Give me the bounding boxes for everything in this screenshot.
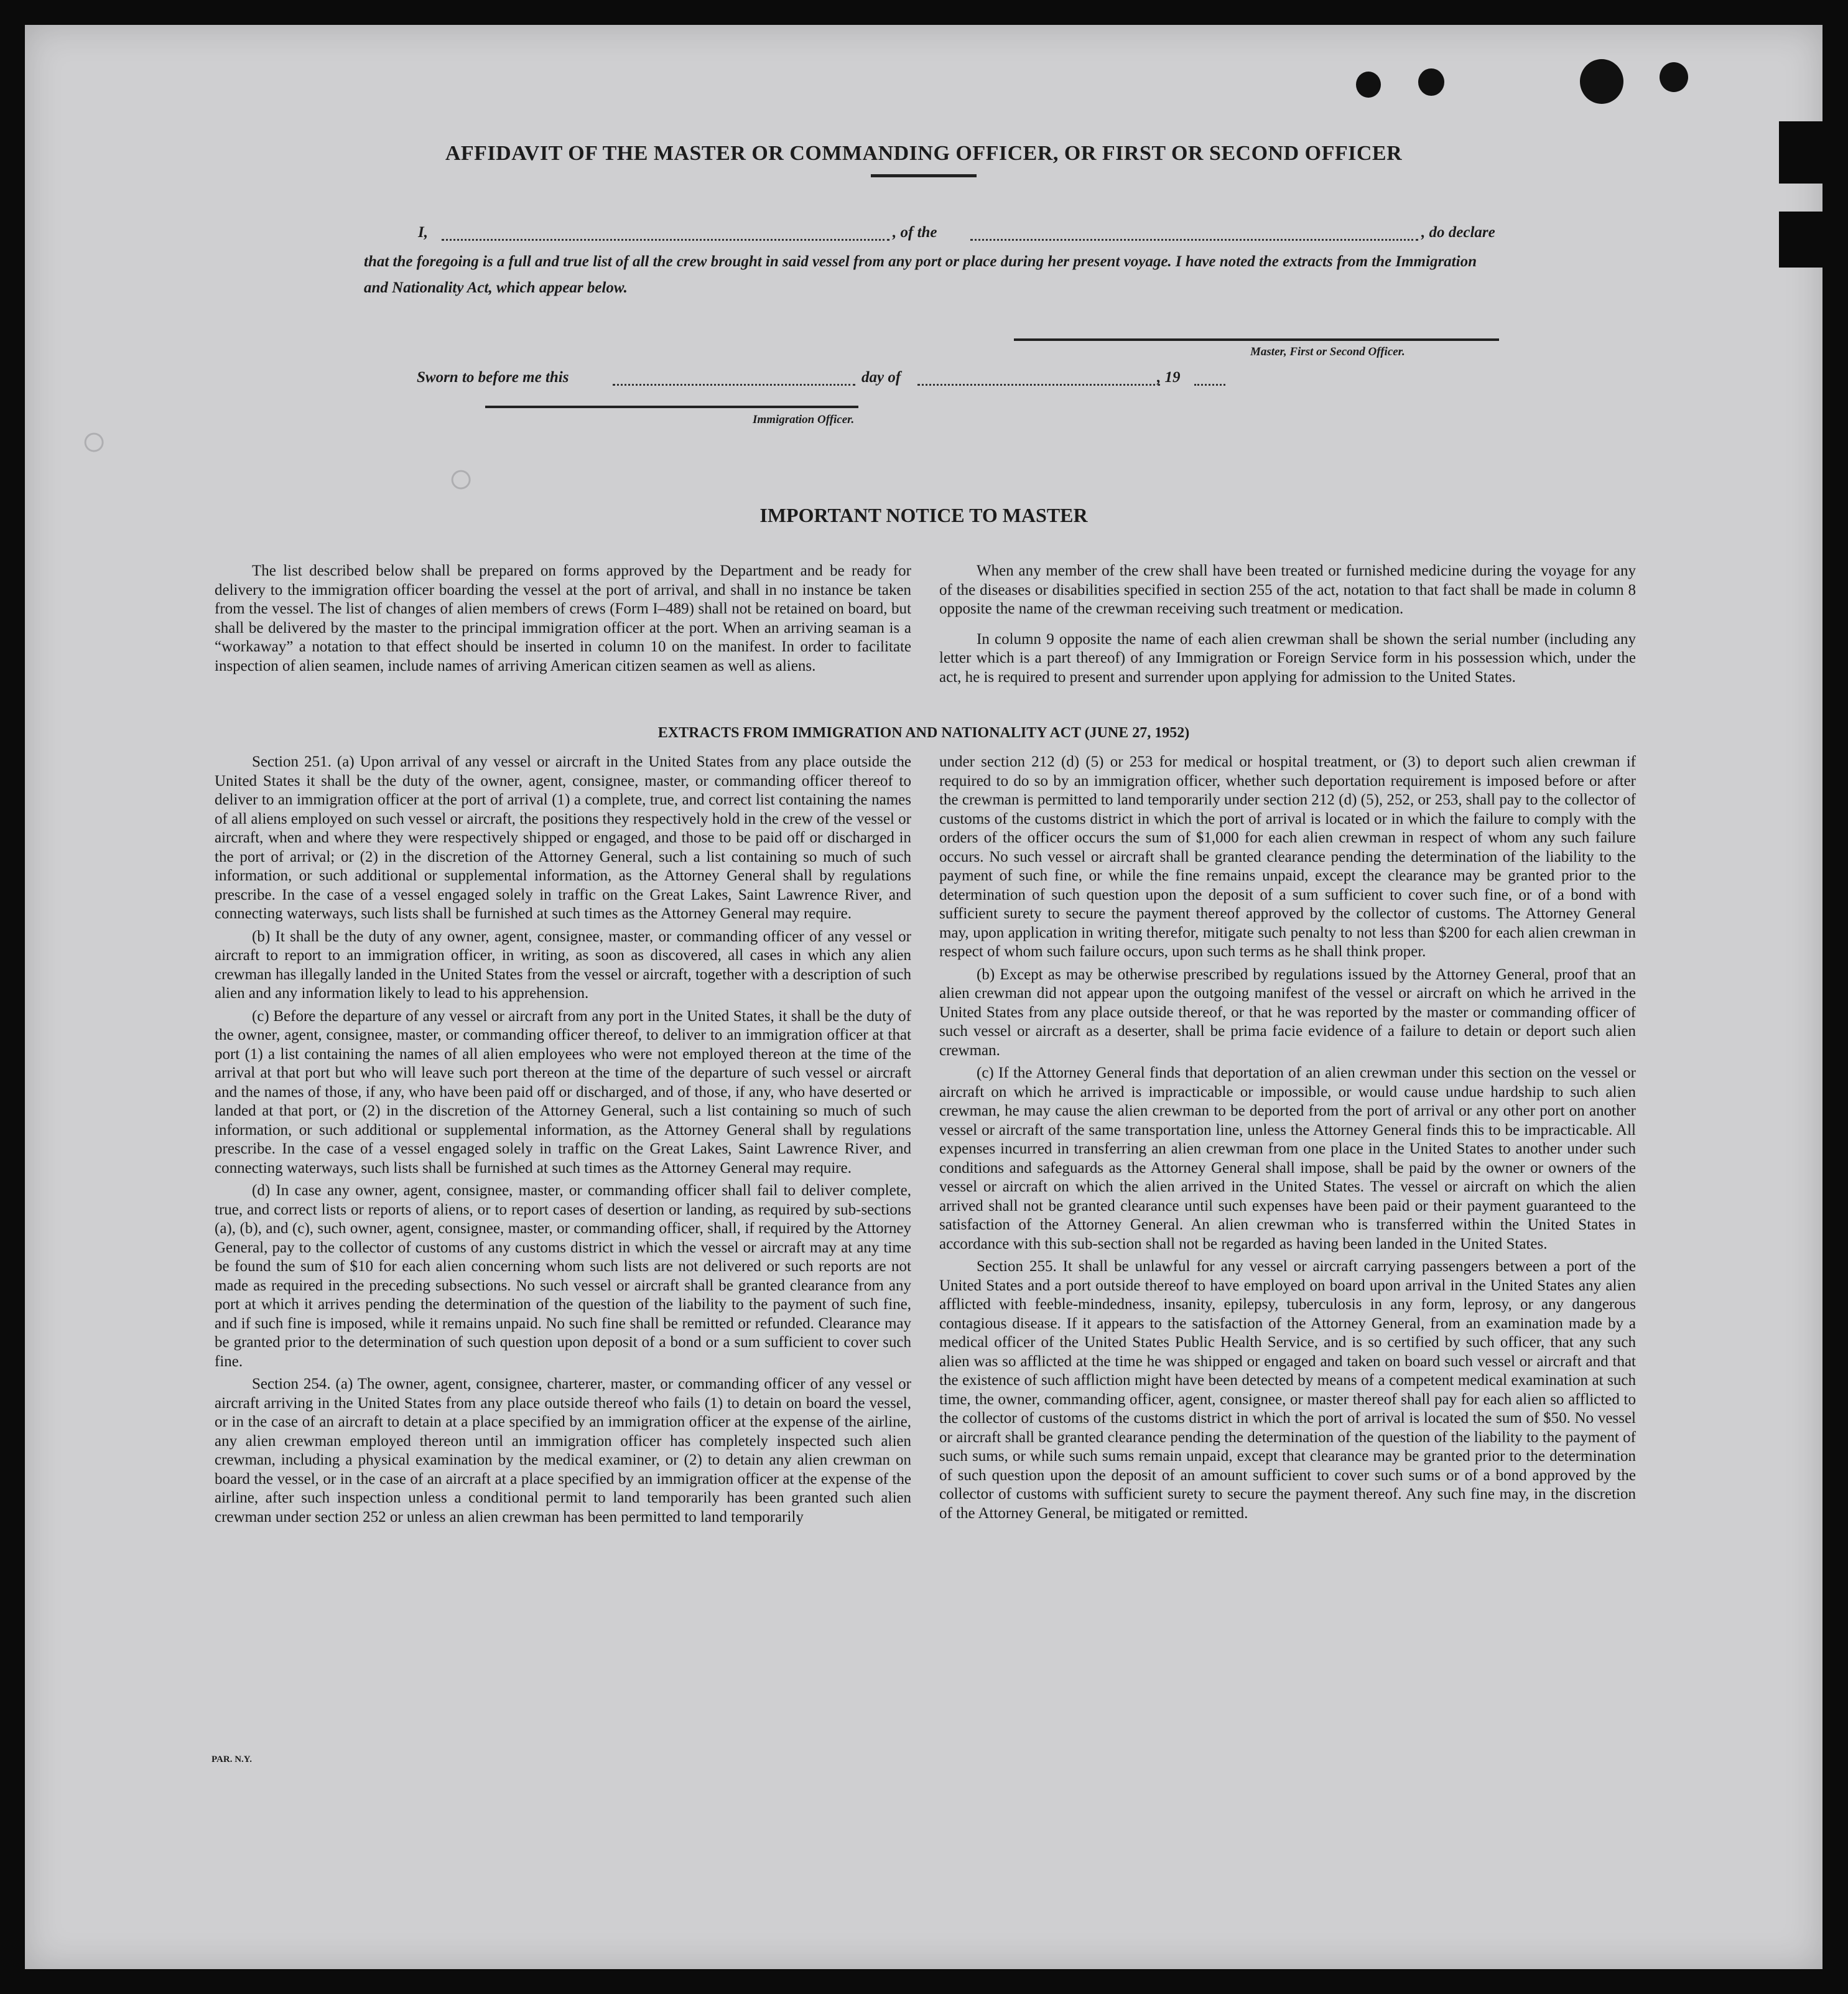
year-label: , 19	[1157, 369, 1181, 386]
extract-paragraph: under section 212 (d) (5) or 253 for medical or hospital treatment, or (3) to deport such alien crewman if required to do so by an immigration officer, whether such deportation requirement is imposed before or after the crewman is permitted to land temporarily under section 212 (d) (5), 252, or 253, shall pay to the collector of customs of the customs district in which the port of arrival is located or in which the failure to comply with the orders of the officer occurs the sum of $1,000 for each alien crewman in respect of whom any such failure occurs. No such vessel or aircraft shall be granted clearance pending the determination of the liability to the payment of such fine, or while the fine remains unpaid, except the clearance may be granted prior to the determination of such question upon the deposit of a sum sufficient to cover such fine, or of a bond with sufficient surety to secure the payment thereof approved by the collector of customs. The Attorney General may, upon application in writing therefor, mitigate such penalty to not less than $200 for each alien crewman in respect of whom such failure occurs, upon such terms as he shall think proper.	[939, 753, 1636, 960]
extract-paragraph: Section 255. It shall be unlawful for any vessel or aircraft carrying passengers between a port of the United States and a port outside thereof to have employed on board upon arrival in the United States any alien afflicted with feeble-mindedness, insanity, epilepsy, tuberculosis in any form, leprosy, or any dangerous contagious disease. If it appears to the satisfaction of the Attorney General, from an examination made by a medical officer of the United States Public Health Service, and is so certified by such officer, that any such alien was so afflicted at the time he was shipped or engaged and taken on board such vessel or aircraft and that the existence of such affliction might have been detected by means of a competent medical examination at such time, the owner, commanding officer, agent, consignee, or master thereof shall pay for each alien so afflicted to the collector of customs of the customs district in which the port of arrival is located the sum of $50. No vessel or aircraft shall be granted clearance pending the determination of the question of the liability to the payment of such sums, or while such sums remain unpaid, except that clearance may be granted prior to the determination of such question upon the deposit of an amount sufficient to cover such sums or of a bond approved by the collector of customs with sufficient surety to secure the payment thereof. Any such fine may, in the discretion of the Attorney General, be mitigated or remitted.	[939, 1258, 1636, 1522]
declarant-prefix: I,	[418, 224, 428, 241]
extract-paragraph: (d) In case any owner, agent, consignee, master, or commanding officer shall fail to deliver complete, true, and correct lists or reports of aliens, or to report cases of desertion or landing, as required by sub-sections (a), (b), and (c), such owner, agent, consignee, master, or commanding officer, shall, if required by the Attorney General, pay to the collector of customs of any customs district in which the vessel or aircraft may at any time be found the sum of $10 for each alien concerning whom such lists are not delivered or such reports are not made as required in the preceding subsections. No such vessel or aircraft shall be granted clearance from any port at which it arrives pending the determination of the question of the liability to the payment of such fine, and if such fine is imposed, while it remains unpaid. No such fine shall be remitted or refunded. Clearance may be granted prior to the determination of such question upon deposit of a bond or a sum sufficient to cover such fine.	[215, 1182, 911, 1370]
punch-hole	[1418, 68, 1444, 96]
stamp-smudge: ○	[448, 455, 475, 503]
sworn-month-field[interactable]	[917, 384, 1160, 386]
sworn-day-field[interactable]	[613, 384, 855, 386]
extract-paragraph: (c) Before the departure of any vessel or aircraft from any port in the United States, it shall be the duty of the owner, agent, consignee, master, or commanding officer thereof, to deliver to an immigration officer at that port (1) a list containing the names of all alien employees who were not employed thereon at the time of the arrival at that port but who will leave such port thereon at the time of the departure of such vessel or aircraft and the names of those, if any, who have been paid off or discharged, and of those, if any, who have deserted or landed at that port, or (2) in the discretion of the Attorney General, such a list containing so much of such information, or such additional or supplemental information, as the Attorney General shall by regulations prescribe. In the case of a vessel engaged solely in traffic on the Great Lakes, Saint Lawrence River, and connecting waterways, such lists shall be furnished at such times as the Attorney General may require.	[215, 1007, 911, 1176]
extracts-title: EXTRACTS FROM IMMIGRATION AND NATIONALITY ACT (JUNE 27, 1952)	[657, 725, 1190, 741]
printer-imprint: PAR. N.Y.	[211, 1754, 253, 1764]
extract-paragraph: (b) Except as may be otherwise prescribed by regulations issued by the Attorney General, proof that an alien crewman did not appear upon the outgoing manifest of the vessel or aircraft on which he arrived in the United States from any place outside thereof, or that he was reported by the master or commanding officer of such vessel or aircraft as a deserter, shall be prima facie evidence of a failure to detain or deport such alien crewman.	[939, 966, 1636, 1059]
of-the-label: , of the	[893, 224, 937, 241]
master-signature-line[interactable]	[1014, 338, 1499, 341]
binder-tab	[1779, 212, 1822, 268]
extract-paragraph: (c) If the Attorney General finds that deportation of an alien crewman under this section on the vessel or aircraft on which he arrived is impracticable or impossible, or would cause undue hardship to such alien crewman, he may cause the alien crewman to be deported from the port of arrival or any other port on another vessel or aircraft of the same transportation line, unless the Attorney General finds this to be impracticable. All expenses incurred in transferring an alien crewman from one place in the United States to another under such conditions and safeguards as the Attorney General shall impose, shall be paid by the owner or owners of the vessel or aircraft on which the alien arrived in the United States. The vessel or aircraft on which the alien arrived shall not be granted clearance until such expenses have been paid or their payment guaranteed to the satisfaction of the Attorney General. An alien crewman who is transferred within the United States in accordance with this sub-section shall not be regarded as having been landed in the United States.	[939, 1065, 1636, 1252]
stamp-smudge: ○	[81, 417, 108, 465]
punch-hole	[1660, 62, 1688, 92]
notice-paragraph: When any member of the crew shall have been treated or furnished medicine during the voyage for any of the diseases or disabilities specified in section 255 of the act, notation to that fact shall be made in column 8 opposite the name of the crewman receiving such treatment or medication.	[939, 562, 1636, 617]
officer-signature-line[interactable]	[485, 406, 858, 408]
notice-left-column	[215, 562, 911, 679]
day-of-label: day of	[861, 369, 901, 386]
affidavit-title: AFFIDAVIT OF THE MASTER OR COMMANDING OFFICER, OR FIRST OR SECOND OFFICER	[445, 142, 1403, 165]
do-declare-label: , do declare	[1421, 224, 1495, 241]
punch-hole	[1356, 72, 1381, 98]
affidavit-statement: that the foregoing is a full and true list of all the crew brought in said vessel from any port or place during her present voyage. I have noted the extracts from the Immigration and Nationality Act, which appear below.	[364, 253, 1477, 296]
declarant-name-field[interactable]	[442, 239, 889, 241]
notice-title: IMPORTANT NOTICE TO MASTER	[759, 504, 1088, 526]
title-underline	[871, 174, 977, 177]
vessel-name-field[interactable]	[970, 239, 1418, 241]
sworn-label: Sworn to before me this	[417, 369, 569, 386]
officer-signature-label: Immigration Officer.	[753, 413, 855, 426]
master-signature-label: Master, First or Second Officer.	[1250, 345, 1405, 358]
sworn-year-field[interactable]	[1194, 384, 1225, 386]
extract-paragraph: Section 251. (a) Upon arrival of any vessel or aircraft in the United States from any place outside the United States it shall be the duty of the owner, agent, consignee, master, or commanding officer thereof to deliver to an immigration officer at the port of arrival (1) a complete, true, and correct list containing the names of all aliens employed on such vessel or aircraft, the positions they respectively hold in the crew of the vessel or aircraft, when and where they were respectively shipped or engaged, and those to be paid off or discharged in the port of arrival; or (2) in the discretion of the Attorney General, such a list containing so much of such information, or such additional or supplemental information, as the Attorney General shall by regulations prescribe. In the case of a vessel engaged solely in traffic on the Great Lakes, Saint Lawrence River, and connecting waterways, such lists shall be furnished at such times as the Attorney General may require.	[215, 753, 911, 922]
notice-right-column	[939, 562, 1636, 691]
extracts-left-column	[215, 753, 911, 1530]
extracts-right-column	[939, 753, 1636, 1527]
extract-paragraph: (b) It shall be the duty of any owner, agent, consignee, master, or commanding officer of any vessel or aircraft to report to an immigration officer, in writing, as soon as discovered, all cases in which any alien crewman has illegally landed in the United States from the vessel or aircraft, together with a description of such alien and any information likely to lead to his apprehension.	[215, 928, 911, 1002]
notice-paragraph: In column 9 opposite the name of each alien crewman shall be shown the serial number (including any letter which is a part thereof) of any Immigration or Foreign Service form in his possession which, under the act, he is required to present and surrender upon applying for admission to the United States.	[939, 630, 1636, 686]
extract-paragraph: Section 254. (a) The owner, agent, consignee, charterer, master, or commanding officer of any vessel or aircraft arriving in the United States from any place outside thereof who fails (1) to detain on board the vessel, or in the case of an aircraft to detain at a place specified by an immigration officer at the expense of the airline, any alien crewman employed thereon until an immigration officer has completely inspected such alien crewman, including a physical examination by the medical examiner, or (2) to detain any alien crewman on board the vessel, or in the case of an aircraft at a place specified by an immigration officer at the expense of the airline, after such inspection unless a conditional permit to land temporarily has been granted such alien crewman under section 252 or unless an alien crewman has been permitted to land temporarily	[215, 1376, 911, 1526]
document-page	[25, 25, 1822, 1969]
notice-paragraph: The list described below shall be prepared on forms approved by the Department and be ready for delivery to the immigration officer boarding the vessel at the port of arrival, and shall in no instance be taken from the vessel. The list of changes of alien members of crews (Form I–489) shall not be retained on board, but shall be delivered by the master to the principal immigration officer at the port. When an arriving seaman is a “workaway” a notation to that effect should be inserted in column 10 on the manifest. In order to facilitate inspection of alien seamen, include names of arriving American citizen seamen as well as aliens.	[215, 562, 911, 674]
punch-hole	[1580, 59, 1623, 104]
